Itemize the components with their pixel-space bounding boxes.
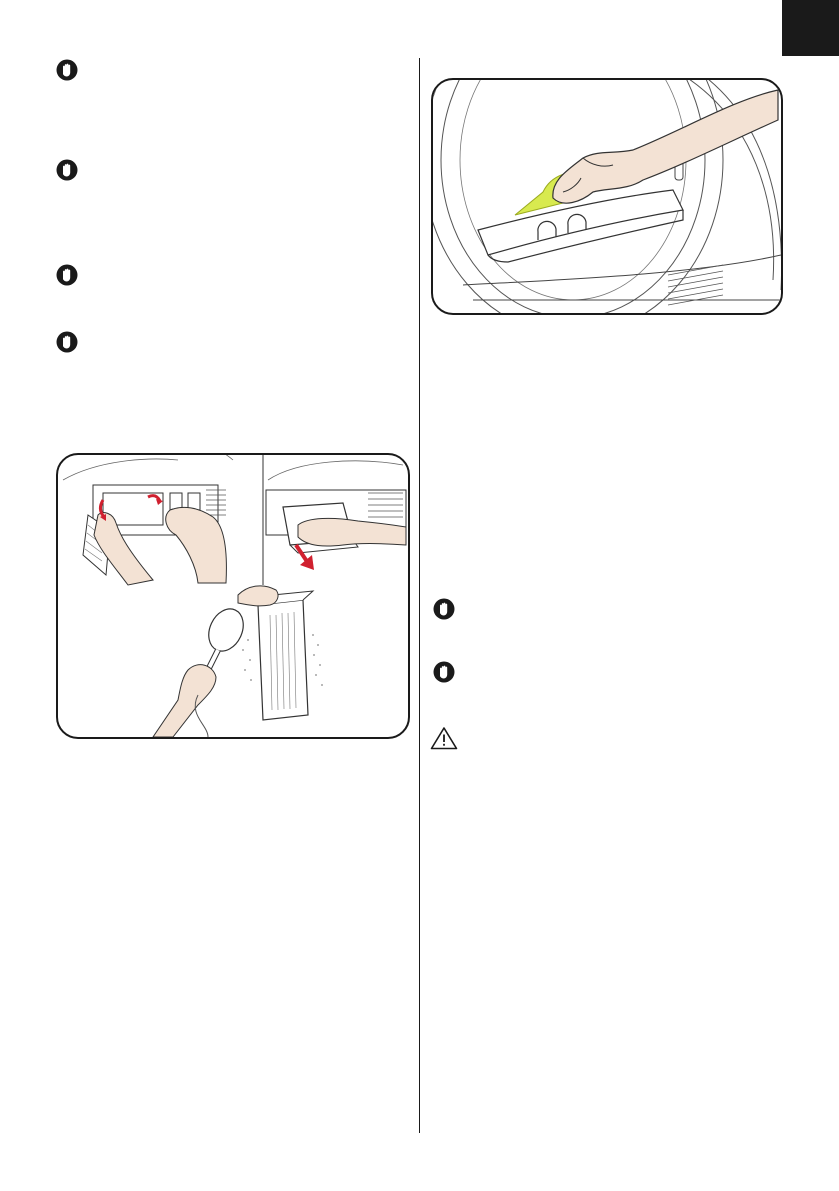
column-divider (419, 58, 420, 1133)
hand-stop-icon (56, 331, 78, 353)
hand-stop-icon (56, 59, 78, 81)
filter-cleaning-illustration (56, 453, 410, 739)
hand-stop-icon (56, 264, 78, 286)
drum-cleaning-illustration (431, 78, 783, 315)
hand-stop-icon (433, 598, 455, 620)
page-corner-tab (782, 0, 839, 56)
hand-stop-icon (433, 661, 455, 683)
warning-triangle-icon (430, 726, 458, 750)
hand-stop-icon (56, 159, 78, 181)
